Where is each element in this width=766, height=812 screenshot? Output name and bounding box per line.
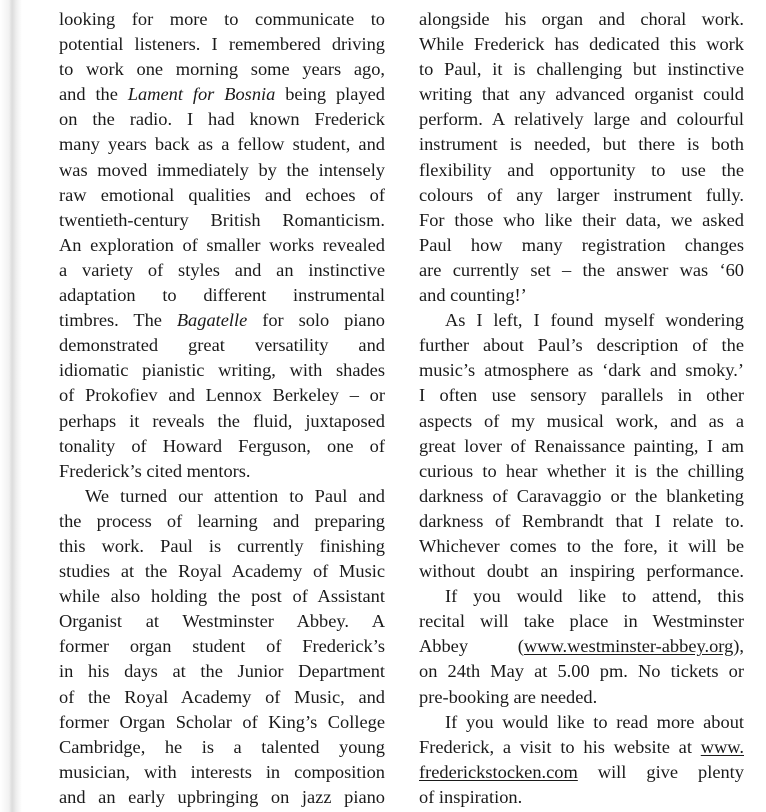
- text-line: alongside his organ and choral work.: [419, 9, 744, 29]
- text-line: perform. A relatively large and colourful: [419, 109, 744, 130]
- text-line: in his days at the Junior Department: [59, 661, 385, 682]
- text-line: [59, 82, 385, 107]
- work-title-bagatelle: Bagatelle: [176, 310, 248, 331]
- westminster-abbey-link[interactable]: www.westminster-abbey.org: [523, 636, 734, 657]
- paragraph-start-line: As I left, I found myself wondering: [445, 310, 744, 331]
- text-line: of Prokofiev and Lennox Berkeley – or: [59, 385, 385, 406]
- text-line: twentieth-century British Romanticism.: [59, 209, 385, 230]
- text-fragment: will give plenty: [577, 761, 744, 782]
- text-fragment: timbres. The: [59, 310, 177, 331]
- text-line: An exploration of smaller works revealed: [59, 234, 385, 255]
- text-line: great lover of Renaissance painting, I am: [419, 435, 744, 456]
- text-line: darkness of Rembrandt that I relate to.: [419, 510, 744, 531]
- text-line: adaptation to different instrumental: [59, 285, 385, 306]
- text-line: to work one morning some years ago,: [59, 59, 385, 80]
- right-column: [419, 7, 744, 810]
- text-line: of the Royal Academy of Music, and: [59, 686, 385, 707]
- text-fragment: ),: [733, 636, 744, 657]
- text-line: recital will take place in Westminster: [419, 611, 744, 632]
- text-line: former organ student of Frederick’s: [59, 636, 385, 657]
- text-line: [419, 735, 744, 760]
- text-line: pre-booking are needed.: [419, 686, 598, 707]
- text-line: [419, 760, 744, 785]
- text-line: musician, with interests in composition: [59, 761, 385, 782]
- text-line: curious to hear whether it is the chilling: [419, 460, 744, 481]
- text-line: many years back as a fellow student, and: [59, 134, 385, 155]
- text-fragment: Frederick, a visit to his website at: [419, 736, 701, 757]
- text-fragment: (: [517, 636, 524, 657]
- text-line: on the radio. I had known Frederick: [59, 109, 385, 130]
- text-line: writing that any advanced organist could: [419, 84, 744, 105]
- text-line: perhaps it reveals the fluid, juxtaposed: [59, 410, 385, 431]
- page-gutter-shadow: [0, 0, 22, 812]
- text-line: former Organ Scholar of King’s College: [59, 711, 385, 732]
- text-line: and counting!’: [419, 285, 527, 306]
- text-line: [419, 634, 744, 659]
- text-line: looking for more to communicate to: [59, 9, 385, 29]
- paragraph-start-line: If you would like to read more about: [445, 711, 744, 732]
- text-line: was moved immediately by the intensely: [59, 159, 385, 180]
- left-column: [59, 7, 385, 810]
- text-line: while also holding the post of Assistant: [59, 586, 385, 607]
- frederick-stocken-website-link-part2[interactable]: frederickstocken.com: [419, 761, 578, 782]
- text-line: Paul how many registration changes: [419, 234, 744, 255]
- text-line: I often use sensory parallels in other: [419, 385, 744, 406]
- paragraph-start-line: If you would like to attend, this: [445, 586, 744, 607]
- text-line: music’s atmosphere as ‘dark and smoky.’: [419, 360, 744, 381]
- frederick-stocken-website-link-part1[interactable]: www.: [700, 736, 744, 757]
- text-line: are currently set – the answer was ‘60: [419, 259, 744, 280]
- text-line: While Frederick has dedicated this work: [419, 34, 744, 55]
- text-line: demonstrated great versatility and: [59, 335, 385, 356]
- text-line: the process of learning and preparing: [59, 510, 385, 531]
- text-line: Whichever comes to the fore, it will be: [419, 535, 744, 556]
- work-title-lament-for-bosnia: Lament for Bosnia: [127, 84, 276, 105]
- text-line: For those who like their data, we asked: [419, 209, 744, 230]
- text-line: on 24th May at 5.00 pm. No tickets or: [419, 661, 744, 682]
- paragraph-start-line: We turned our attention to Paul and: [85, 485, 385, 506]
- text-line: flexibility and opportunity to use the: [419, 159, 744, 180]
- text-line: darkness of Caravaggio or the blanketing: [419, 485, 744, 506]
- text-line: further about Paul’s description of the: [419, 335, 744, 356]
- text-fragment: being played: [275, 84, 385, 105]
- text-line: a variety of styles and an instinctive: [59, 259, 385, 280]
- text-line: colours of any larger instrument fully.: [419, 184, 744, 205]
- text-line: Organist at Westminster Abbey. A: [59, 611, 385, 632]
- text-fragment: and the: [59, 84, 128, 105]
- text-fragment: Abbey: [419, 636, 469, 657]
- text-line: this work. Paul is currently finishing: [59, 535, 385, 556]
- text-line: [59, 308, 385, 333]
- text-fragment: for solo piano: [247, 310, 385, 331]
- text-line: instrument is needed, but there is both: [419, 134, 744, 155]
- text-line: to Paul, it is challenging but instinctive: [419, 59, 744, 80]
- text-line: and an early upbringing on jazz piano: [59, 786, 385, 807]
- text-line: without doubt an inspiring performance.: [419, 561, 744, 582]
- text-line: aspects of my musical work, and as a: [419, 410, 744, 431]
- text-line: Frederick’s cited mentors.: [59, 460, 251, 481]
- text-line: raw emotional qualities and echoes of: [59, 184, 385, 205]
- text-line: potential listeners. I remembered driving: [59, 34, 385, 55]
- text-line: Cambridge, he is a talented young: [59, 736, 385, 757]
- text-line: idiomatic pianistic writing, with shades: [59, 360, 385, 381]
- text-line: studies at the Royal Academy of Music: [59, 561, 385, 582]
- text-line: tonality of Howard Ferguson, one of: [59, 435, 385, 456]
- text-line: of inspiration.: [419, 786, 523, 807]
